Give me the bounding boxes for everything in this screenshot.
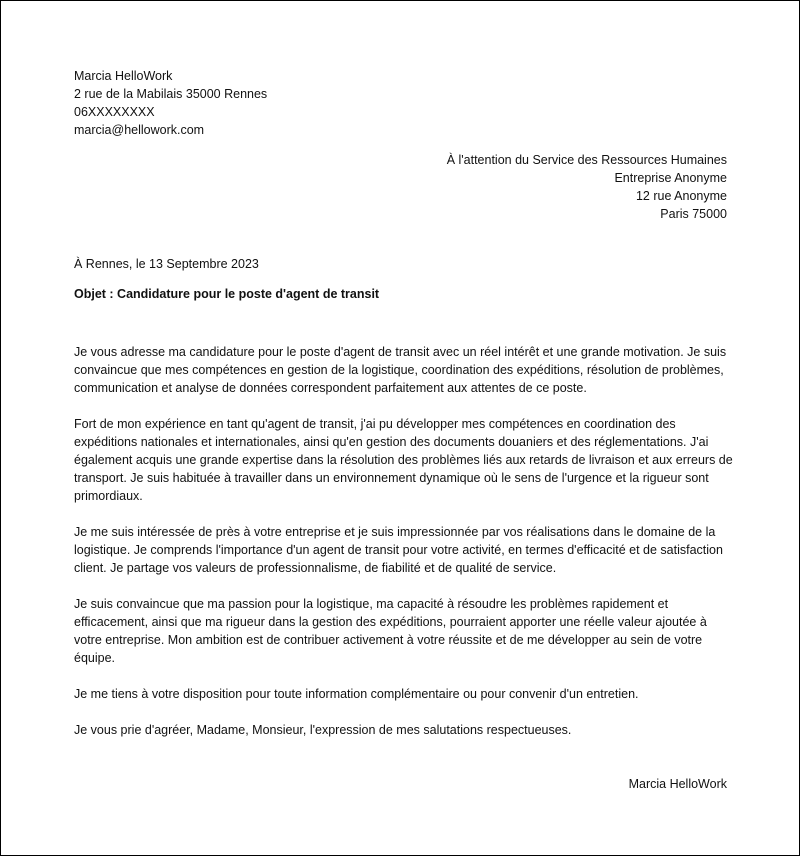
recipient-company: Entreprise Anonyme bbox=[614, 171, 727, 185]
sender-name: Marcia HelloWork bbox=[74, 69, 173, 83]
body-paragraph: Fort de mon expérience en tant qu'agent de transit, j'ai pu développer mes compétences en coordination des expéditions nationales et internationales, ainsi qu'en gestion des documents douaniers et des réglementations. J'ai également acquis une grande expertise dans la résolution des problèmes liés aux retards de livraison et aux erreurs de transport. Je suis habituée à travailler dans un environnement dynamique où le sens de l'urgence et la rigueur sont primordiaux. bbox=[74, 417, 733, 503]
recipient-street: 12 rue Anonyme bbox=[635, 189, 727, 203]
closing-paragraph: Je vous prie d'agréer, Madame, Monsieur, l'expression de mes salutations respectueuses. bbox=[74, 723, 572, 737]
letter-body bbox=[74, 343, 734, 757]
sender-email: marcia@hellowork.com bbox=[74, 123, 205, 137]
recipient-city: Paris 75000 bbox=[660, 207, 727, 221]
place-date: À Rennes, le 13 Septembre 2023 bbox=[74, 257, 259, 271]
subject-line: Objet : Candidature pour le poste d'agent de transit bbox=[74, 287, 380, 301]
body-paragraph: Je vous adresse ma candidature pour le poste d'agent de transit avec un réel intérêt et une grande motivation. Je suis convaincue que mes compétences en gestion de la logistique, coordination des expéditions, résolution de problèmes, communication et analyse de données correspondent parfaitement aux attentes de ce poste. bbox=[74, 345, 727, 395]
body-paragraph: Je me suis intéressée de près à votre entreprise et je suis impressionnée par vos réalisations dans le domaine de la logistique. Je comprends l'importance d'un agent de transit pour votre activité, en termes d'efficacité et de satisfaction client. Je partage vos valeurs de professionnalisme, de fiabilité et de qualité de service. bbox=[74, 525, 723, 575]
signature: Marcia HelloWork bbox=[628, 777, 727, 791]
body-paragraph: Je suis convaincue que ma passion pour la logistique, ma capacité à résoudre les problèmes rapidement et efficacement, ainsi que ma rigueur dans la gestion des expéditions, pourraient apporter une réelle valeur ajoutée à votre entreprise. Mon ambition est de contribuer activement à votre réussite et de me développer au sein de votre équipe. bbox=[74, 597, 707, 665]
sender-address: 2 rue de la Mabilais 35000 Rennes bbox=[74, 87, 268, 101]
body-paragraph: Je me tiens à votre disposition pour toute information complémentaire ou pour convenir d'un entretien. bbox=[74, 687, 639, 701]
sender-phone: 06XXXXXXXX bbox=[74, 105, 155, 119]
sender-block bbox=[74, 67, 267, 139]
recipient-block bbox=[447, 151, 727, 223]
recipient-attention: À l'attention du Service des Ressources Humaines bbox=[446, 153, 727, 167]
